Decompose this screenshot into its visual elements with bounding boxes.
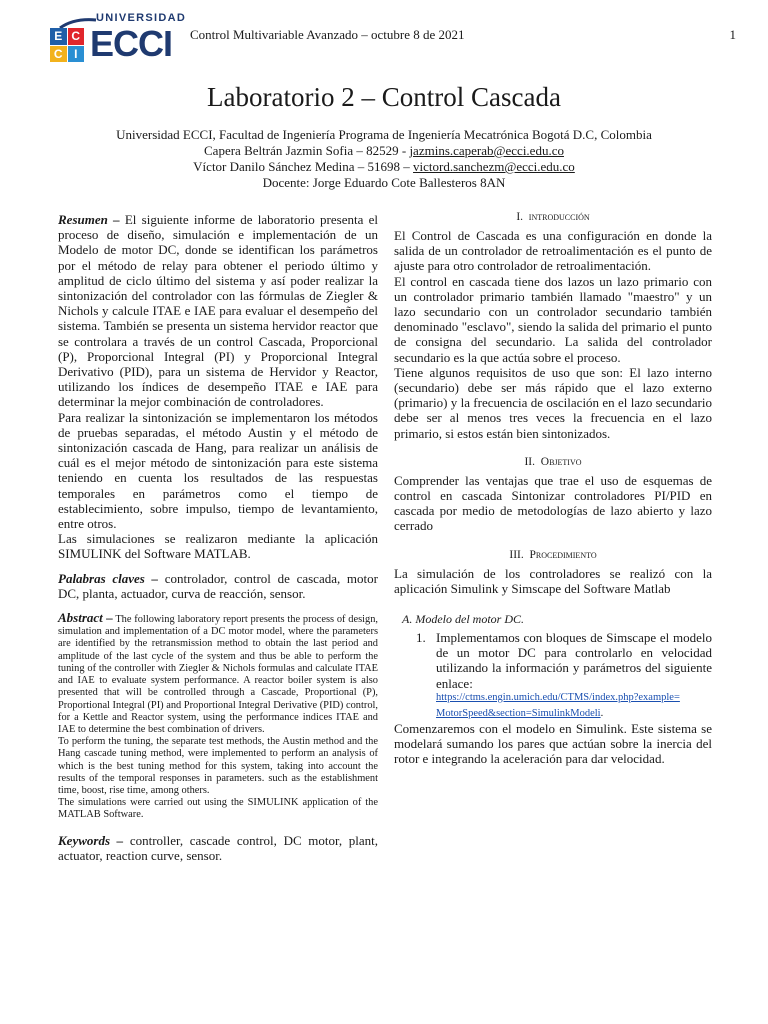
university-logo bbox=[44, 10, 186, 66]
logo-tile-c1: C bbox=[68, 28, 85, 45]
list-item bbox=[394, 630, 712, 721]
abstract-label: Abstract – bbox=[58, 610, 113, 626]
email-link-2[interactable]: victord.sanchezm@ecci.edu.co bbox=[413, 159, 575, 174]
procedimiento-paragraph-2: Comenzaremos con el modelo en Simulink. Este sistema se modelará sumando los pares que actúan sobre la inercia del rotor e integrando la aceleración para dar velocidad. bbox=[394, 721, 712, 767]
link-period: . bbox=[600, 707, 604, 719]
docente: Docente: Jorge Eduardo Cote Ballesteros 8AN bbox=[262, 175, 506, 190]
logo-tile-i: I bbox=[68, 46, 85, 63]
logo-wordmark: UNIVERSIDAD bbox=[96, 12, 187, 24]
section-heading-intro bbox=[394, 206, 712, 228]
author-2: Víctor Danilo Sánchez Medina – 51698 – bbox=[193, 159, 414, 174]
resumen-text-1: El siguiente informe de laboratorio presenta el proceso de diseño, simulación e implementación de un Modelo de motor DC, donde se identifican los parámetros por el método de relay para obtener el periodo último y amplitud de ciclo último del sistema y así poder realizar la sintonización del controlador con las fórmulas de Ziegler & Nichols y calcule ITAE e IAE para evaluar el desempeño del sistema. También se presenta un sistema hervidor reactor que se controlara a través de un control Cascada, Proporcional (P), Proporcional Integral (PI) y Proporcional Integral Derivativo (PID), para un sistema de Hervidor y Reactor, utilizando los índices de desempeño ITAE e IAE para determinar la mejor combinación de controladores. bbox=[58, 212, 378, 410]
reference-link-line-2[interactable]: MotorSpeed&section=SimulinkModeli bbox=[436, 707, 601, 719]
abstract-paragraph-2: To perform the tuning, the separate test methods, the Austin method and the Hang cascade tuning method, were implemented to perform an analysis of which is the best tuning method for this system, taking into account the results of the temporal responses in parameters. such as the establishment time, boost, rise time, among others. bbox=[58, 736, 378, 796]
intro-paragraph-3: Tiene algunos requisitos de uso que son: El lazo interno (secundario) debe ser más rápido que el lazo externo (primario) y la frecuencia de oscilación en el lazo secundario debe ser al menos tres veces la frecuencia en el lazo primario, si estos están bien sintonizados. bbox=[394, 364, 712, 441]
list-item-number: 1. bbox=[416, 630, 426, 646]
abstract-paragraph-3: The simulations were carried out using the SIMULINK application of the MATLAB Software. bbox=[58, 797, 378, 821]
palabras-claves-text: controlador, control de cascada, motor DC, planta, actuador, curva de reacción, sensor. bbox=[58, 570, 378, 601]
palabras-claves bbox=[58, 571, 378, 601]
abstract-text-1: The following laboratory report presents the process of design, simulation and implementation of a DC motor model, where the parameters are identified by the retransmission method to obtain the last period and amplitude of the last cycle of the system and thus be able to perform the tuning of the controller with Ziegler & Nichols formulas and calculate ITAE and IAE to evaluate system performance. A reactor boiler system is also presented that will be controlled through a Cascade, Proportional (P), Proportional Integral (PI) and Proportional Integral Derivative (PID) control, for a Kettle and Reactor system, using the performance indices ITAE and IAE to determine the best combination of drivers. bbox=[58, 614, 378, 735]
palabras-claves-label: Palabras claves – bbox=[58, 570, 159, 586]
abstract-block bbox=[58, 612, 378, 821]
procedimiento-paragraph-1: La simulación de los controladores se realizó con la aplicación Simulink y Simscape del Software Matlab bbox=[394, 565, 712, 596]
keywords-text: controller, cascade control, DC motor, plant, actuator, reaction curve, sensor. bbox=[58, 832, 378, 863]
keywords bbox=[58, 833, 378, 863]
section-num-objetivo: II. bbox=[524, 455, 536, 468]
author-line-1 bbox=[0, 143, 768, 159]
abstract-paragraph-1 bbox=[58, 612, 378, 736]
section-title-objetivo: Objetivo bbox=[540, 455, 582, 468]
logo-tile-e: E bbox=[50, 28, 67, 45]
reference-link[interactable] bbox=[436, 691, 712, 719]
section-num-intro: I. bbox=[516, 211, 524, 223]
resumen-block bbox=[58, 212, 378, 562]
reference-link-line-1[interactable]: https://ctms.engin.umich.edu/CTMS/index.php?example= bbox=[436, 691, 680, 703]
section-heading-procedimiento bbox=[394, 544, 712, 566]
objetivo-paragraph: Comprender las ventajas que trae el uso de esquemas de control en cascada Sintonizar controladores PI/PID en cascada por medio de metodologías de lazo abierto y lazo cerrado bbox=[394, 472, 712, 534]
list-item-text: Implementamos con bloques de Simscape el modelo de un motor DC para controlarlo en velocidad utilizando la información y parámetros del siguiente enlace: bbox=[436, 630, 712, 691]
logo-tile-c2: C bbox=[50, 46, 67, 63]
intro-paragraph-1: El Control de Cascada es una configuración en donde la salida de un controlador de retroalimentación es el punto de ajuste para otro controlador de retroalimentación. bbox=[394, 228, 712, 274]
resumen-paragraph-3: Las simulaciones se realizaron mediante la aplicación SIMULINK del Software MATLAB. bbox=[58, 531, 378, 562]
right-column bbox=[394, 212, 712, 767]
running-head: Control Multivariable Avanzado – octubre 8 de 2021 bbox=[190, 27, 465, 42]
intro-paragraph-2: El control en cascada tiene dos lazos un lazo primario con un controlador primario también llamado "maestro" y un lazo secundario con un controlador secundario también denominado "esclavo", siendo la salida del primario el punto de consigna del secundario. La salida del controlador secundario es la que actúa sobre el proceso. bbox=[394, 273, 712, 365]
section-title-procedimiento: Procedimiento bbox=[529, 548, 597, 561]
subsection-heading-motor-dc: A. Modelo del motor DC. bbox=[402, 612, 524, 627]
logo-mark: ECCI bbox=[90, 23, 173, 64]
author-line-2 bbox=[0, 159, 768, 175]
paper-title: Laboratorio 2 – Control Cascada bbox=[207, 82, 561, 112]
email-link-1[interactable]: jazmins.caperab@ecci.edu.co bbox=[409, 143, 564, 158]
author-block bbox=[0, 127, 768, 191]
section-heading-objetivo bbox=[394, 451, 712, 473]
intro-body bbox=[394, 228, 712, 441]
resumen-paragraph-1 bbox=[58, 212, 378, 410]
keywords-label: Keywords – bbox=[58, 832, 124, 848]
section-title-intro: introducción bbox=[528, 211, 590, 223]
logo-tiles bbox=[50, 28, 84, 62]
section-num-procedimiento: III. bbox=[509, 548, 524, 561]
resumen-paragraph-2: Para realizar la sintonización se implementaron los métodos de pruebas separadas, el método Austin y el método de sintonización cascada de Hang, para realizar un análisis de cuál es el mejor método de sintonización para este sistema teniendo en cuenta los resultados de las respuestas temporales en parámetros como el tiempo de establecimiento, sobre impulso, tiempo de levantamiento, entre otros. bbox=[58, 409, 378, 532]
resumen-label: Resumen – bbox=[58, 212, 120, 227]
page-number: 1 bbox=[729, 27, 736, 42]
left-column bbox=[58, 212, 378, 863]
author-1: Capera Beltrán Jazmin Sofia – 82529 - bbox=[204, 143, 410, 158]
affiliation: Universidad ECCI, Facultad de Ingeniería Programa de Ingeniería Mecatrónica Bogotá D.C, Colombia bbox=[116, 127, 652, 142]
